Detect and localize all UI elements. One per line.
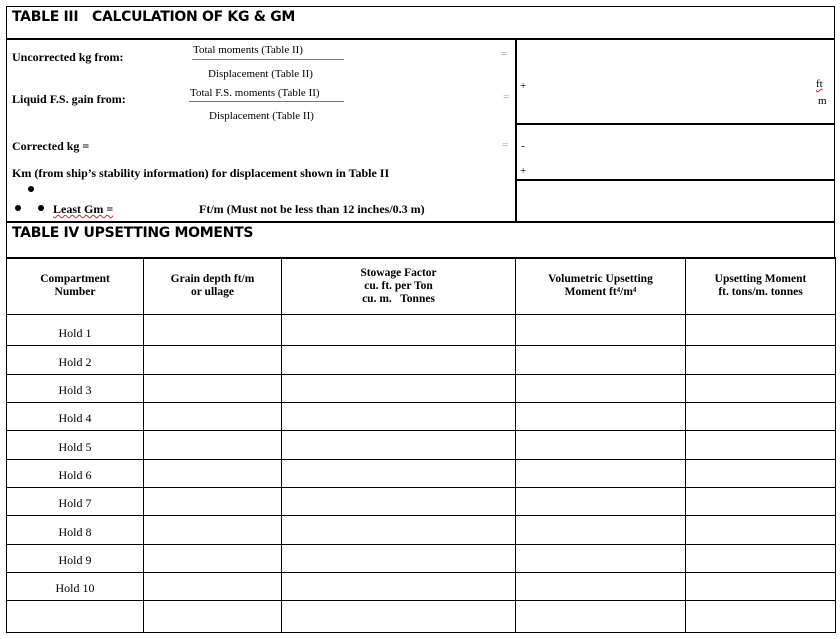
volumetric-moment-cell[interactable] bbox=[516, 488, 686, 516]
bullet-icon bbox=[28, 186, 34, 192]
table3-right-cell-1 bbox=[515, 38, 835, 125]
table-row bbox=[7, 545, 836, 573]
upsetting-moment-cell[interactable] bbox=[686, 315, 836, 346]
equals-sign: = bbox=[503, 91, 510, 103]
plus-sign: + bbox=[520, 165, 527, 177]
liquid-fs-label: Liquid F.S. gain from: bbox=[12, 92, 126, 106]
header-row bbox=[7, 258, 836, 315]
least-gm-note: Ft/m (Must not be less than 12 inches/0.3 m) bbox=[199, 202, 425, 216]
uncorrected-kg-label: Uncorrected kg from: bbox=[12, 50, 124, 64]
minus-sign: - bbox=[521, 140, 525, 152]
volumetric-moment-cell[interactable] bbox=[516, 601, 686, 633]
table-row bbox=[7, 601, 836, 633]
grain-depth-cell[interactable] bbox=[144, 346, 282, 375]
table-row bbox=[7, 375, 836, 403]
grain-depth-cell[interactable] bbox=[144, 516, 282, 545]
table-row bbox=[7, 516, 836, 545]
upsetting-moment-cell[interactable] bbox=[686, 431, 836, 460]
grain-depth-cell[interactable] bbox=[144, 601, 282, 633]
table-row bbox=[7, 431, 836, 460]
table-row bbox=[7, 346, 836, 375]
table3-right-cell-2 bbox=[515, 123, 835, 181]
stowage-factor-cell[interactable] bbox=[282, 601, 516, 633]
compartment-cell[interactable]: Hold 5 bbox=[7, 431, 144, 460]
grain-depth-cell[interactable] bbox=[144, 573, 282, 601]
upsetting-moment-cell[interactable] bbox=[686, 488, 836, 516]
stowage-factor-cell[interactable] bbox=[282, 375, 516, 403]
equals-sign: = bbox=[502, 139, 509, 151]
volumetric-moment-cell[interactable] bbox=[516, 545, 686, 573]
header-upsetting-moment: Upsetting Moment ft. tons/m. tonnes bbox=[686, 258, 836, 315]
upsetting-moment-cell[interactable] bbox=[686, 573, 836, 601]
stowage-factor-cell[interactable] bbox=[282, 403, 516, 431]
grain-depth-cell[interactable] bbox=[144, 545, 282, 573]
corrected-kg-label: Corrected kg = bbox=[12, 139, 90, 153]
compartment-cell[interactable]: Hold 10 bbox=[7, 573, 144, 601]
compartment-cell[interactable] bbox=[7, 601, 144, 633]
uncorrected-denominator: Displacement (Table II) bbox=[208, 68, 313, 80]
table4-title: TABLE IV UPSETTING MOMENTS bbox=[12, 225, 254, 241]
upsetting-moment-cell[interactable] bbox=[686, 346, 836, 375]
table3-right-cell-3 bbox=[515, 179, 835, 223]
km-label: Km (from ship’s stability information) for displacement shown in Table II bbox=[12, 166, 390, 180]
volumetric-moment-cell[interactable] bbox=[516, 403, 686, 431]
header-stowage-factor: Stowage Factor cu. ft. per Ton cu. m. Tonnes bbox=[282, 258, 516, 315]
volumetric-moment-cell[interactable] bbox=[516, 315, 686, 346]
volumetric-moment-cell[interactable] bbox=[516, 516, 686, 545]
compartment-cell[interactable]: Hold 3 bbox=[7, 375, 144, 403]
compartment-cell[interactable]: Hold 1 bbox=[7, 315, 144, 346]
volumetric-moment-cell[interactable] bbox=[516, 431, 686, 460]
stowage-factor-cell[interactable] bbox=[282, 460, 516, 488]
compartment-cell[interactable]: Hold 4 bbox=[7, 403, 144, 431]
compartment-cell[interactable]: Hold 7 bbox=[7, 488, 144, 516]
grain-depth-cell[interactable] bbox=[144, 403, 282, 431]
stowage-factor-cell[interactable] bbox=[282, 516, 516, 545]
liquid-numerator: Total F.S. moments (Table II) bbox=[190, 87, 320, 99]
table-row bbox=[7, 488, 836, 516]
plus-sign: + bbox=[520, 80, 527, 92]
equals-sign: = bbox=[501, 48, 508, 60]
stowage-factor-cell[interactable] bbox=[282, 315, 516, 346]
stowage-factor-cell[interactable] bbox=[282, 431, 516, 460]
upsetting-moments-table bbox=[6, 257, 836, 633]
compartment-cell[interactable]: Hold 2 bbox=[7, 346, 144, 375]
volumetric-moment-cell[interactable] bbox=[516, 573, 686, 601]
compartment-cell[interactable]: Hold 6 bbox=[7, 460, 144, 488]
grain-depth-cell[interactable] bbox=[144, 431, 282, 460]
liquid-denominator: Displacement (Table II) bbox=[209, 110, 314, 122]
grain-depth-cell[interactable] bbox=[144, 488, 282, 516]
table-row bbox=[7, 460, 836, 488]
bullet-icon bbox=[38, 205, 44, 211]
unit-ft: ft bbox=[816, 78, 823, 90]
table-row bbox=[7, 315, 836, 346]
header-volumetric-moment: Volumetric Upsetting Moment ft⁴/m⁴ bbox=[516, 258, 686, 315]
fraction-line bbox=[192, 59, 344, 60]
header-compartment: Compartment Number bbox=[7, 258, 144, 315]
table3-title: TABLE III CALCULATION OF KG & GM bbox=[12, 9, 296, 25]
stowage-factor-cell[interactable] bbox=[282, 545, 516, 573]
least-gm-text: Least Gm = bbox=[53, 202, 114, 216]
volumetric-moment-cell[interactable] bbox=[516, 346, 686, 375]
volumetric-moment-cell[interactable] bbox=[516, 460, 686, 488]
upsetting-moment-cell[interactable] bbox=[686, 545, 836, 573]
grain-depth-cell[interactable] bbox=[144, 315, 282, 346]
header-grain-depth: Grain depth ft/m or ullage bbox=[144, 258, 282, 315]
volumetric-moment-cell[interactable] bbox=[516, 375, 686, 403]
grain-depth-cell[interactable] bbox=[144, 460, 282, 488]
stowage-factor-cell[interactable] bbox=[282, 346, 516, 375]
bullet-icon bbox=[15, 205, 21, 211]
compartment-cell[interactable]: Hold 9 bbox=[7, 545, 144, 573]
uncorrected-numerator: Total moments (Table II) bbox=[193, 44, 303, 56]
table-row bbox=[7, 403, 836, 431]
stowage-factor-cell[interactable] bbox=[282, 488, 516, 516]
compartment-cell[interactable]: Hold 8 bbox=[7, 516, 144, 545]
stowage-factor-cell[interactable] bbox=[282, 573, 516, 601]
upsetting-moment-cell[interactable] bbox=[686, 601, 836, 633]
table3-left-cell bbox=[6, 38, 517, 223]
upsetting-moment-cell[interactable] bbox=[686, 460, 836, 488]
upsetting-moment-cell[interactable] bbox=[686, 516, 836, 545]
unit-m: m bbox=[818, 95, 827, 107]
fraction-line bbox=[189, 101, 344, 102]
grain-depth-cell[interactable] bbox=[144, 375, 282, 403]
table-row bbox=[7, 573, 836, 601]
upsetting-moment-cell[interactable] bbox=[686, 403, 836, 431]
upsetting-moment-cell[interactable] bbox=[686, 375, 836, 403]
least-gm-label bbox=[53, 202, 113, 217]
